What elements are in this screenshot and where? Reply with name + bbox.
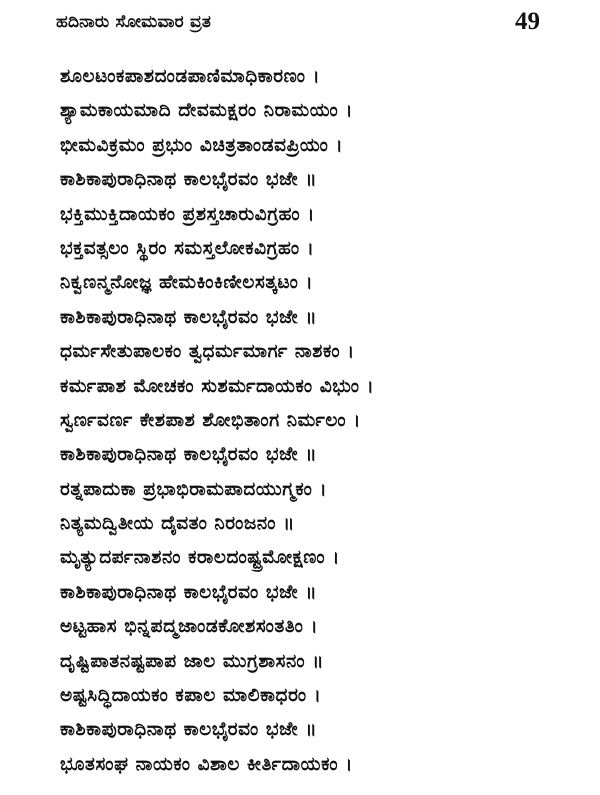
verse-line: ಶೂಲಟಂಕಪಾಶದಂಡಪಾಣಿಮಾಧಿಕಾರಣಂ । <box>60 66 321 87</box>
running-head-title: ಹದಿನಾರು ಸೋಮವಾರ ವ್ರತ <box>56 12 212 32</box>
verse-line: ನಿತ್ಯಮದ್ವಿತೀಯ ದೈವತಂ ನಿರಂಜನಂ ॥ <box>60 513 295 535</box>
verse-line: ಮೃತ್ಯುದರ್ಪನಾಶನಂ ಕರಾಲದಂಷ್ಟ್ರಮೋಕ್ಷಣಂ । <box>60 547 340 569</box>
verse-line: ಕಾಶಿಕಾಪುರಾಧಿನಾಥ ಕಾಲಭೈರವಂ ಭಜೇ ॥ <box>60 719 318 741</box>
verse-line: ಕಾಶಿಕಾಪುರಾಧಿನಾಥ ಕಾಲಭೈರವಂ ಭಜೇ ॥ <box>60 169 318 191</box>
verse-line: ದೃಷ್ಟಿಪಾತನಷ್ಟಪಾಪ ಜಾಲ ಮುಗ್ರಶಾಸನಂ ॥ <box>60 650 325 672</box>
verse-line: ಕರ್ಮಪಾಶ ಮೋಚಕಂ ಸುಶರ್ಮದಾಯಕಂ ವಿಭುಂ । <box>60 375 375 397</box>
verse-line: ರತ್ನಪಾದುಕಾ ಪ್ರಭಾಭಿರಾಮಪಾದಯುಗ್ಮಕಂ । <box>60 478 328 500</box>
verse-line: ಭಕ್ತಿಮುಕ್ತಿದಾಯಕಂ ಪ್ರಶಸ್ತಚಾರುವಿಗ್ರಹಂ । <box>60 203 315 225</box>
verse-line: ಭೂತಸಂಘ ನಾಯಕಂ ವಿಶಾಲ ಕೀರ್ತಿದಾಯಕಂ । <box>60 753 353 775</box>
verse-line: ಭೀಮವಿಕ್ರಮಂ ಪ್ರಭುಂ ವಿಚಿತ್ರತಾಂಡವಪ್ರಿಯಂ । <box>60 134 344 156</box>
verse-line: ಶ್ಯಾಮಕಾಯಮಾದಿ ದೇವಮಕ್ಷರಂ ನಿರಾಮಯಂ । <box>60 100 354 122</box>
verse-line: ಅಷ್ಟಸಿದ್ಧಿದಾಯಕಂ ಕಪಾಲ ಮಾಲಿಕಾಧರಂ । <box>60 685 322 707</box>
verse-line: ಕಾಶಿಕಾಪುರಾಧಿನಾಥ ಕಾಲಭೈರವಂ ಭಜೇ ॥ <box>60 306 318 328</box>
verse-line: ಕಾಶಿಕಾಪುರಾಧಿನಾಥ ಕಾಲಭೈರವಂ ಭಜೇ ॥ <box>60 581 318 603</box>
page-number: 49 <box>515 8 540 35</box>
verse-line: ಭಕ್ತವತ್ಸಲಂ ಸ್ಥಿರಂ ಸಮಸ್ತಲೋಕವಿಗ್ರಹಂ । <box>60 237 315 259</box>
verse-line: ಸ್ವರ್ಣವರ್ಣ ಕೇಶಪಾಶ ಶೋಭಿತಾಂಗ ನಿರ್ಮಲಂ । <box>60 409 361 431</box>
verse-list <box>60 60 590 782</box>
page-header <box>56 8 540 40</box>
verse-line: ನಿಕ್ವಣನ್ಮನೋಜ್ಞ ಹೇಮಕಿಂಕಿಣೀಲಸತ್ಕಟಂ । <box>60 272 314 294</box>
verse-line: ಧರ್ಮಸೇತುಪಾಲಕಂ ತ್ವಧರ್ಮಮಾರ್ಗ ನಾಶಕಂ । <box>60 341 355 363</box>
verse-line: ಕಾಶಿಕಾಪುರಾಧಿನಾಥ ಕಾಲಭೈರವಂ ಭಜೇ ॥ <box>60 444 318 466</box>
verse-line: ಅಟ್ಟಹಾಸ ಭಿನ್ನಪದ್ಮಜಾಂಡಕೋಶಸಂತತಿಂ । <box>60 616 319 638</box>
